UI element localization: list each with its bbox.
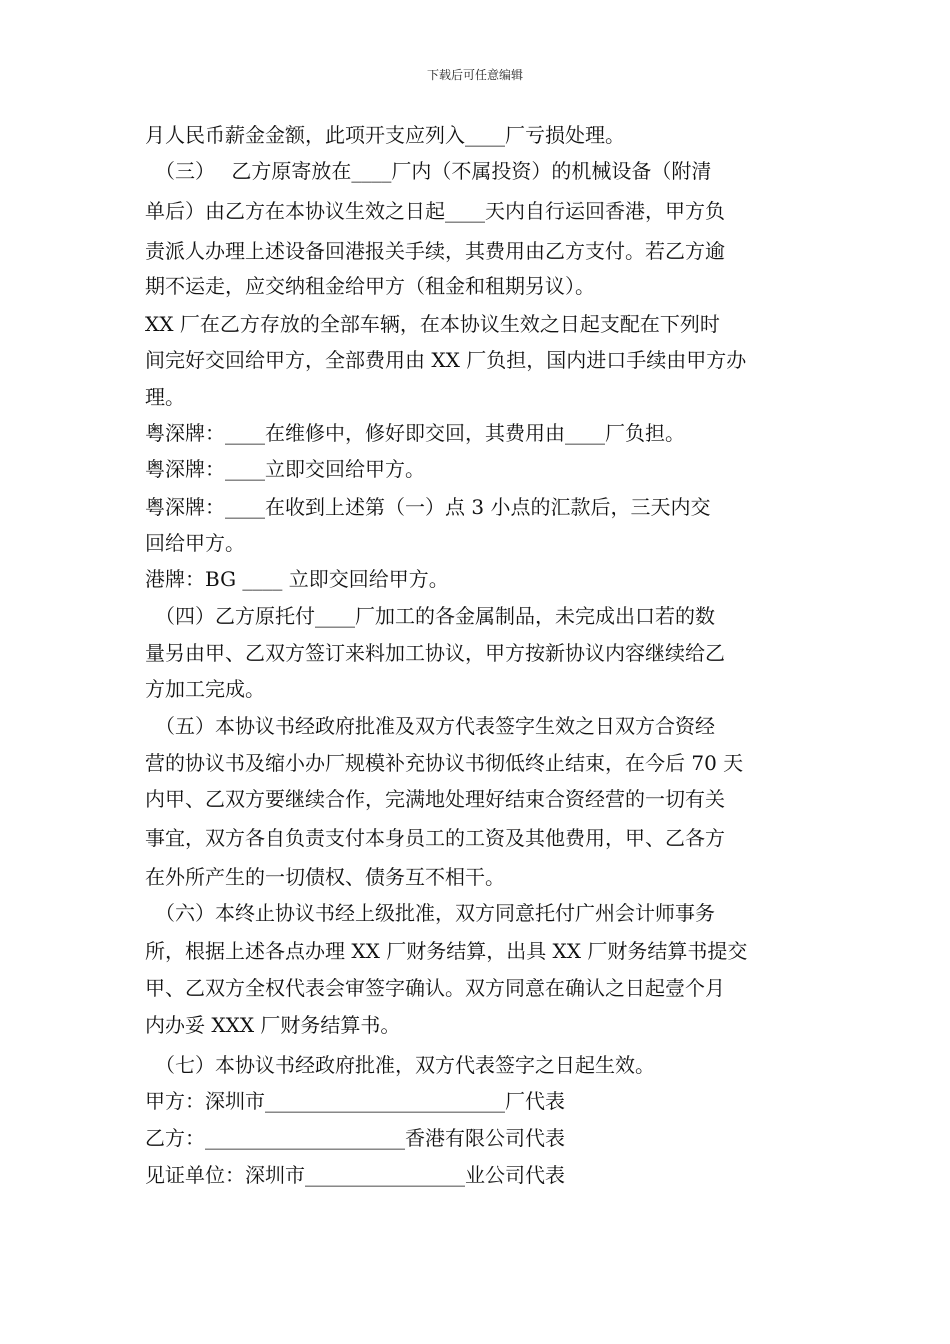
text-line: 甲、乙双方全权代表会审签字确认。双方同意在确认之日起壹个月 [145, 976, 725, 1000]
text-line: 回给甲方。 [145, 531, 245, 555]
text-line: 理。 [145, 385, 185, 409]
text-line: 乙方：____________________香港有限公司代表 [145, 1126, 565, 1150]
text-line: （三） 乙方原寄放在____厂内（不属投资）的机械设备（附清 [145, 159, 712, 183]
text-line: 事宜，双方各自负责支付本身员工的工资及其他费用，甲、乙各方 [145, 826, 725, 850]
text-line: 方加工完成。 [145, 677, 265, 701]
text-line: 在外所产生的一切债权、债务互不相干。 [145, 865, 505, 889]
page-header: 下载后可任意编辑 [426, 68, 523, 82]
text-line: 粤深牌：____立即交回给甲方。 [145, 457, 425, 481]
text-line: 期不运走，应交纳租金给甲方（租金和租期另议）。 [145, 274, 595, 298]
text-line: 见证单位：深圳市________________业公司代表 [145, 1163, 565, 1187]
text-line: 间完好交回给甲方，全部费用由 XX 厂负担，国内进口手续由甲方办 [145, 348, 747, 372]
text-line: （六）本终止协议书经上级批准，双方同意托付广州会计师事务 [145, 901, 715, 925]
text-line: 粤深牌：____在收到上述第（一）点 3 小点的汇款后，三天内交 [145, 495, 711, 519]
text-line: 月人民币薪金金额，此项开支应列入____厂亏损处理。 [145, 123, 625, 147]
text-line: 责派人办理上述设备回港报关手续，其费用由乙方支付。若乙方逾 [145, 239, 725, 263]
text-line: 营的协议书及缩小办厂规模补充协议书彻低终止结束，在今后 70 天 [145, 751, 744, 775]
text-line: 量另由甲、乙双方签订来料加工协议，甲方按新协议内容继续给乙 [145, 641, 725, 665]
text-line: 港牌：BG ____ 立即交回给甲方。 [145, 567, 449, 591]
text-line: 所，根据上述各点办理 XX 厂财务结算，出具 XX 厂财务结算书提交 [145, 939, 748, 963]
text-line: 内办妥 XXX 厂财务结算书。 [145, 1013, 401, 1037]
text-line: （七）本协议书经政府批准，双方代表签字之日起生效。 [145, 1053, 655, 1077]
text-line: 甲方：深圳市________________________厂代表 [145, 1089, 565, 1113]
text-line: XX 厂在乙方存放的全部车辆，在本协议生效之日起支配在下列时 [145, 312, 720, 336]
text-line: （五）本协议书经政府批准及双方代表签字生效之日双方合资经 [145, 714, 715, 738]
text-line: （四）乙方原托付____厂加工的各金属制品，未完成出口若的数 [145, 604, 715, 628]
text-line: 内甲、乙双方要继续合作，完满地处理好结束合资经营的一切有关 [145, 787, 725, 811]
text-line: 粤深牌：____在维修中，修好即交回，其费用由____厂负担。 [145, 421, 685, 445]
text-line: 单后）由乙方在本协议生效之日起____天内自行运回香港，甲方负 [145, 199, 725, 223]
